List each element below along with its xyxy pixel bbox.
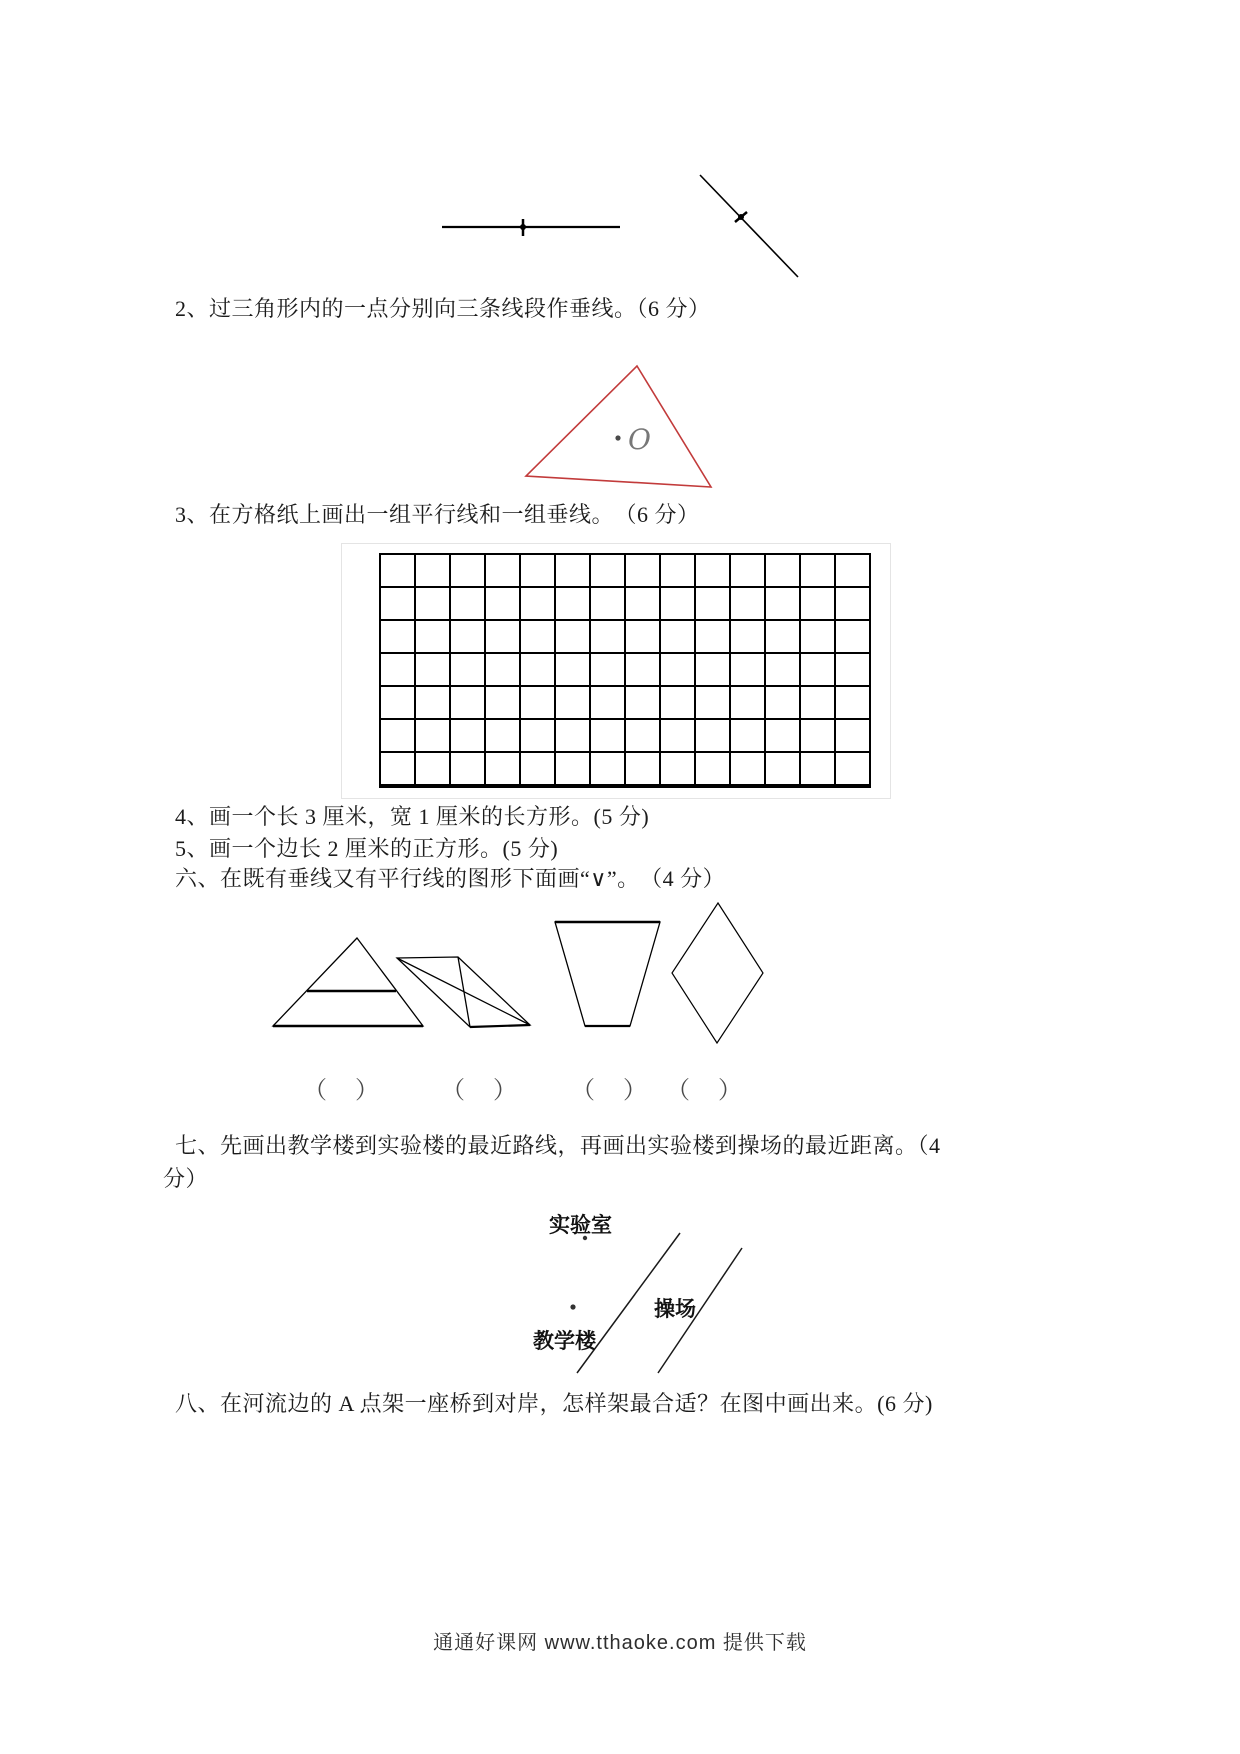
lab-label: 实验室 [549,1214,612,1237]
red-triangle-path [526,366,711,487]
footer-site-credit: 通通好课网 www.tthaoke.com 提供下载 [433,1632,807,1654]
shape-triangle-with-line [273,938,423,1026]
question-7-text-line2: 分） [163,1166,209,1191]
question-2-text: 2、过三角形内的一点分别向三条线段作垂线。（6 分） [175,296,711,321]
shapes-figure [260,895,780,1055]
question-7-text-line1: 七、先画出教学楼到实验楼的最近路线，再画出实验楼到操场的最近距离。（4 [175,1133,941,1158]
playground-label: 操场 [654,1298,696,1321]
question-5-text: 5、画一个边长 2 厘米的正方形。(5 分) [175,836,559,861]
point-o-dot [615,435,620,440]
shape2-base [470,1025,530,1027]
line-segments-figure [430,150,820,290]
shape-trapezoid [555,922,660,1026]
teaching-building-point-dot [570,1304,575,1309]
teaching-building-label: 教学楼 [533,1330,596,1353]
answer-paren-3: （ ） [571,1078,649,1104]
shape-diamond [672,903,763,1043]
question-8-text: 八、在河流边的 A 点架一座桥到对岸，怎样架最合适？在图中画出来。(6 分) [175,1391,933,1416]
question-6-text: 六、在既有垂线又有平行线的图形下面画“∨”。 （4 分） [175,866,726,891]
answer-paren-2: （ ） [441,1078,519,1104]
answer-paren-1: （ ） [303,1078,381,1104]
question-4-text: 4、画一个长 3 厘米，宽 1 厘米的长方形。(5 分) [175,804,650,829]
question-3-text: 3、在方格纸上画出一组平行线和一组垂线。 （6 分） [175,502,700,527]
answer-paren-4: （ ） [666,1078,744,1104]
grid-paper [379,553,871,788]
diagonal-segment [700,175,798,277]
point-o-label: O [628,423,651,456]
red-triangle-figure [515,358,730,498]
